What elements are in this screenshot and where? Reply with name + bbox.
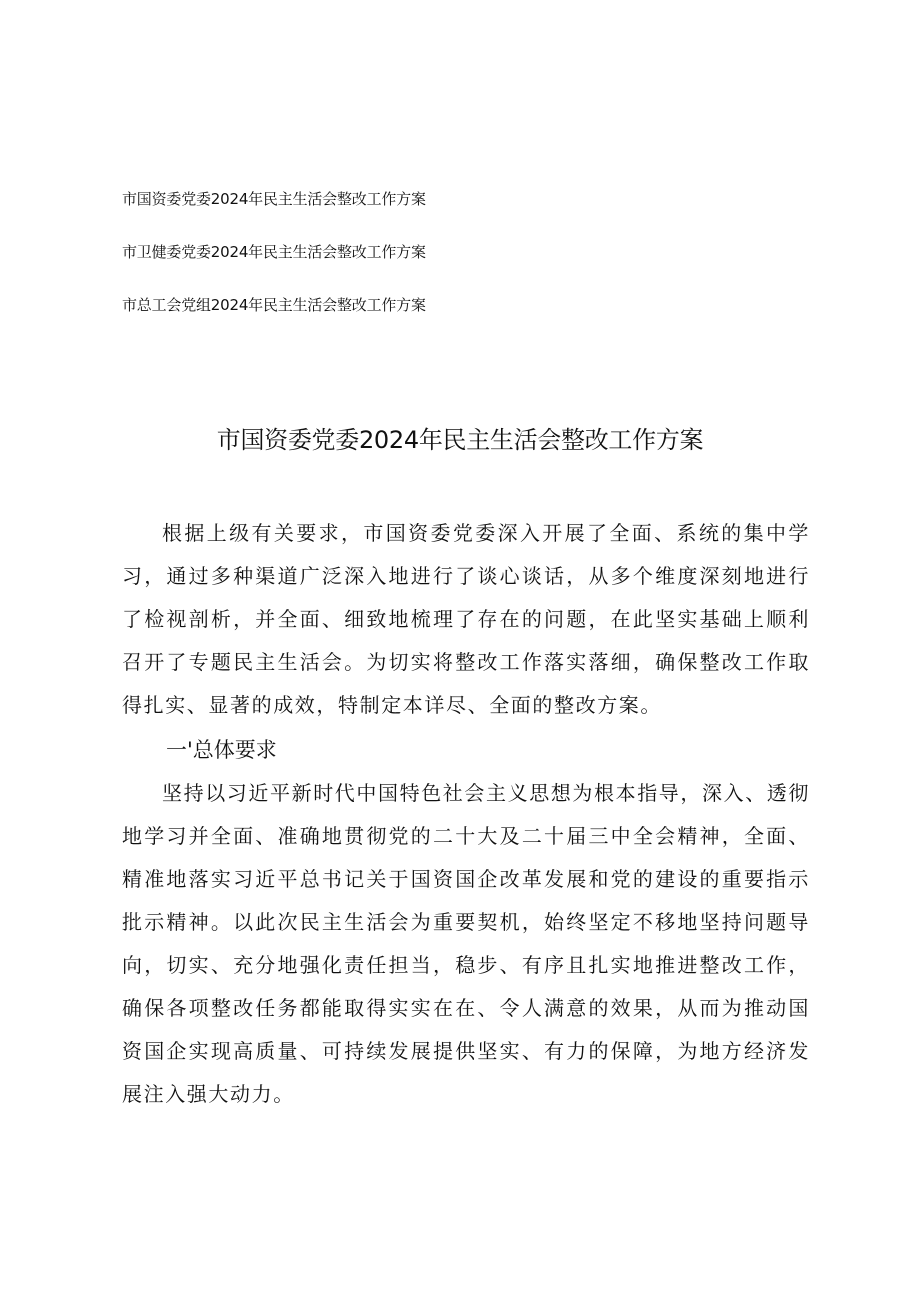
toc-item: 市总工会党组2024年民主生活会整改工作方案 (122, 296, 426, 314)
section-paragraph: 坚持以习近平新时代中国特色社会主义思想为根本指导，深入、透彻地学习并全面、准确地贯彻党的二十大及二十届三中全会精神，全面、精准地落实习近平总书记关于国资国企改革发展和党的建设的重要指示批示精神。以此次民主生活会为重要契机，始终坚定不移地坚持问题导向，切实、充分地强化责任担当，稳步、有序且扎实地推进整改工作，确保各项整改任务都能取得实实在在、令人满意的效果，从而为推动国资国企实现高质量、可持续发展提供坚实、有力的保障，为地方经济发展注入强大动力。 (122, 781, 810, 1106)
toc-item: 市卫健委党委2024年民主生活会整改工作方案 (122, 243, 426, 261)
table-of-contents (122, 186, 822, 345)
section-heading: 一'总体要求 (166, 738, 277, 762)
intro-paragraph: 根据上级有关要求，市国资委党委深入开展了全面、系统的集中学习，通过多种渠道广泛深入地进行了谈心谈话，从多个维度深刻地进行了检视剖析，并全面、细致地梳理了存在的问题，在此坚实基础上顺利召开了专题民主生活会。为切实将整改工作落实落细，确保整改工作取得扎实、显著的成效，特制定本详尽、全面的整改方案。 (122, 521, 810, 717)
document-title: 市国资委党委2024年民主生活会整改工作方案 (216, 426, 704, 454)
toc-item: 市国资委党委2024年民主生活会整改工作方案 (122, 190, 426, 208)
